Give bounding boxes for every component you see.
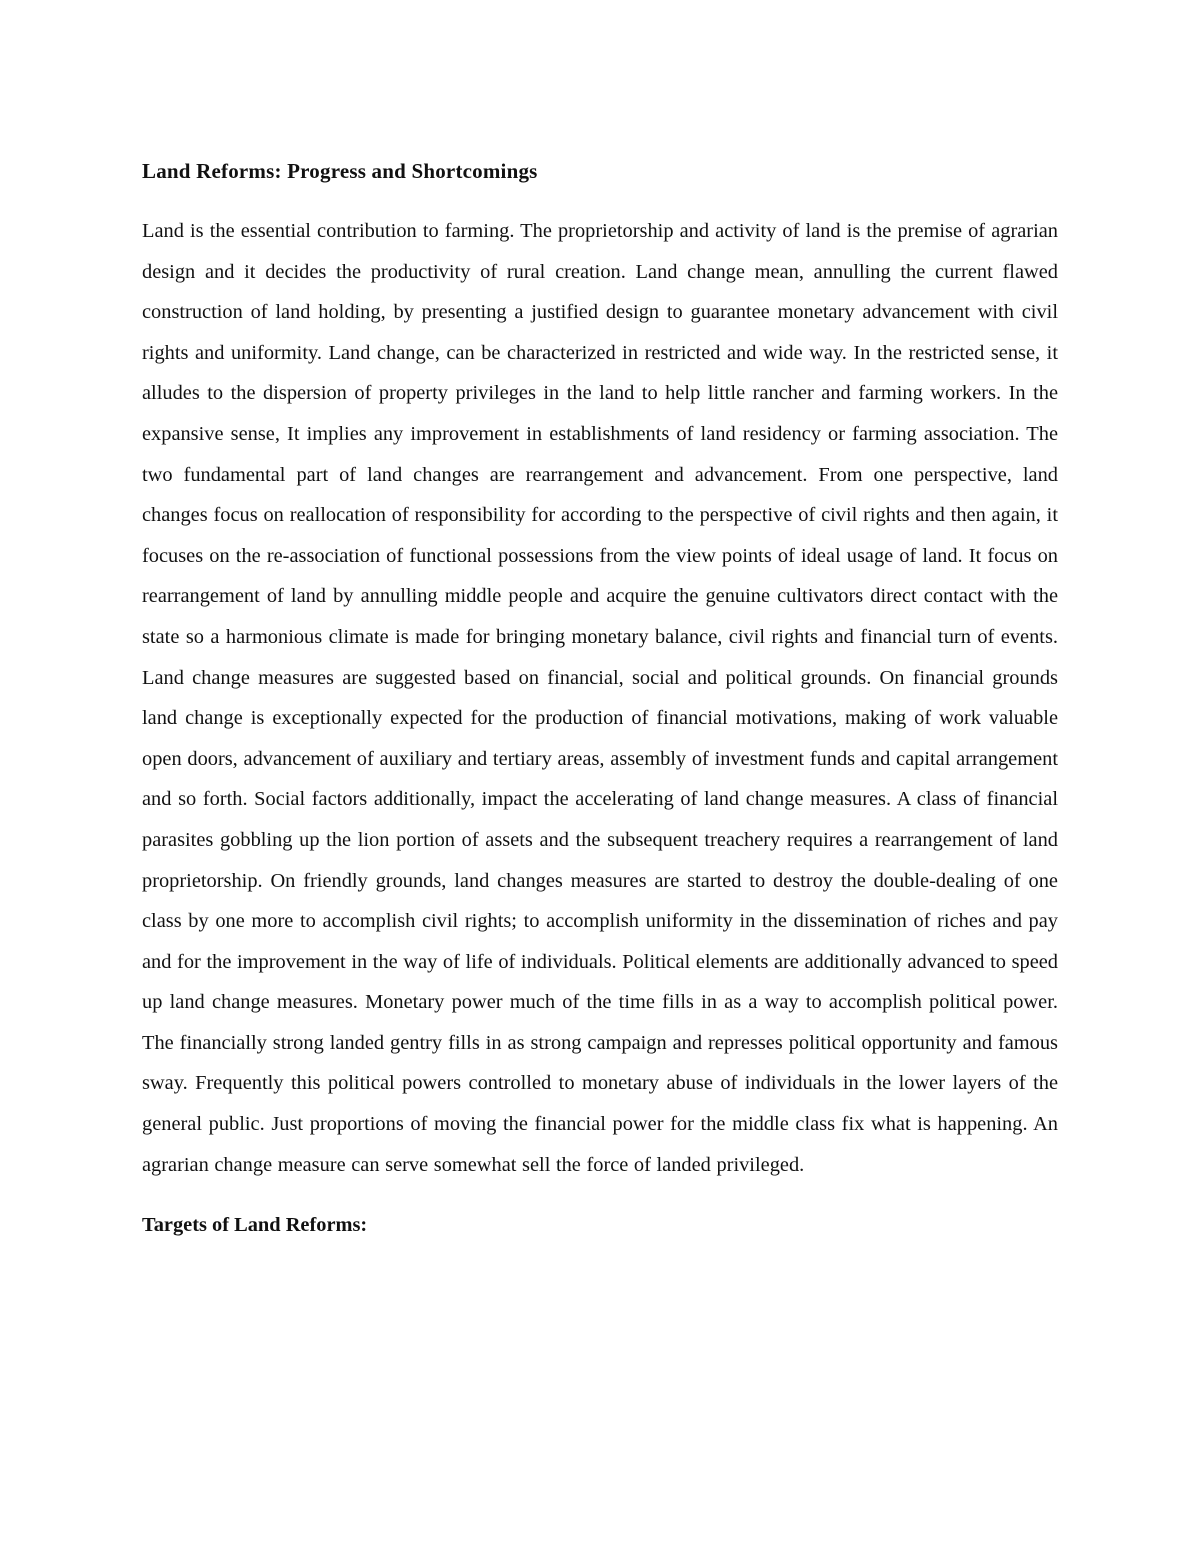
document-title: Land Reforms: Progress and Shortcomings bbox=[142, 159, 538, 183]
document-page bbox=[142, 156, 1058, 1240]
body-paragraph: Land is the essential contribution to farming. The proprietorship and activity of land is the premise of agrarian design and it decides the productivity of rural creation. Land change mean, annulling the current flawed construction of land holding, by presenting a justified design to guarantee monetary advancement with civil rights and uniformity. Land change, can be characterized in restricted and wide way. In the restricted sense, it alludes to the dispersion of property privileges in the land to help little rancher and farming workers. In the expansive sense, It implies any improvement in establishments of land residency or farming association. The two fundamental part of land changes are rearrangement and advancement. From one perspective, land changes focus on reallocation of responsibility for according to the perspective of civil rights and then again, it focuses on the re-association of functional possessions from the view points of ideal usage of land. It focus on rearrangement of land by annulling middle people and acquire the genuine cultivators direct contact with the state so a harmonious climate is made for bringing monetary balance, civil rights and financial turn of events. Land change measures are suggested based on financial, social and political grounds. On financial grounds land change is exceptionally expected for the production of financial motivations, making of work valuable open doors, advancement of auxiliary and tertiary areas, assembly of investment funds and capital arrangement and so forth. Social factors additionally, impact the accelerating of land change measures. A class of financial parasites gobbling up the lion portion of assets and the subsequent treachery requires a rearrangement of land proprietorship. On friendly grounds, land changes measures are started to destroy the double-dealing of one class by one more to accomplish civil rights; to accomplish uniformity in the dissemination of riches and pay and for the improvement in the way of life of individuals. Political elements are additionally advanced to speed up land change measures. Monetary power much of the time fills in as a way to accomplish political power. The financially strong landed gentry fills in as strong campaign and represses political opportunity and famous sway. Frequently this political powers controlled to monetary abuse of individuals in the lower layers of the general public. Just proportions of moving the financial power for the middle class fix what is happening. An agrarian change measure can serve somewhat sell the force of landed privileged. bbox=[142, 220, 1058, 1176]
section-subheading: Targets of Land Reforms: bbox=[142, 1214, 368, 1237]
